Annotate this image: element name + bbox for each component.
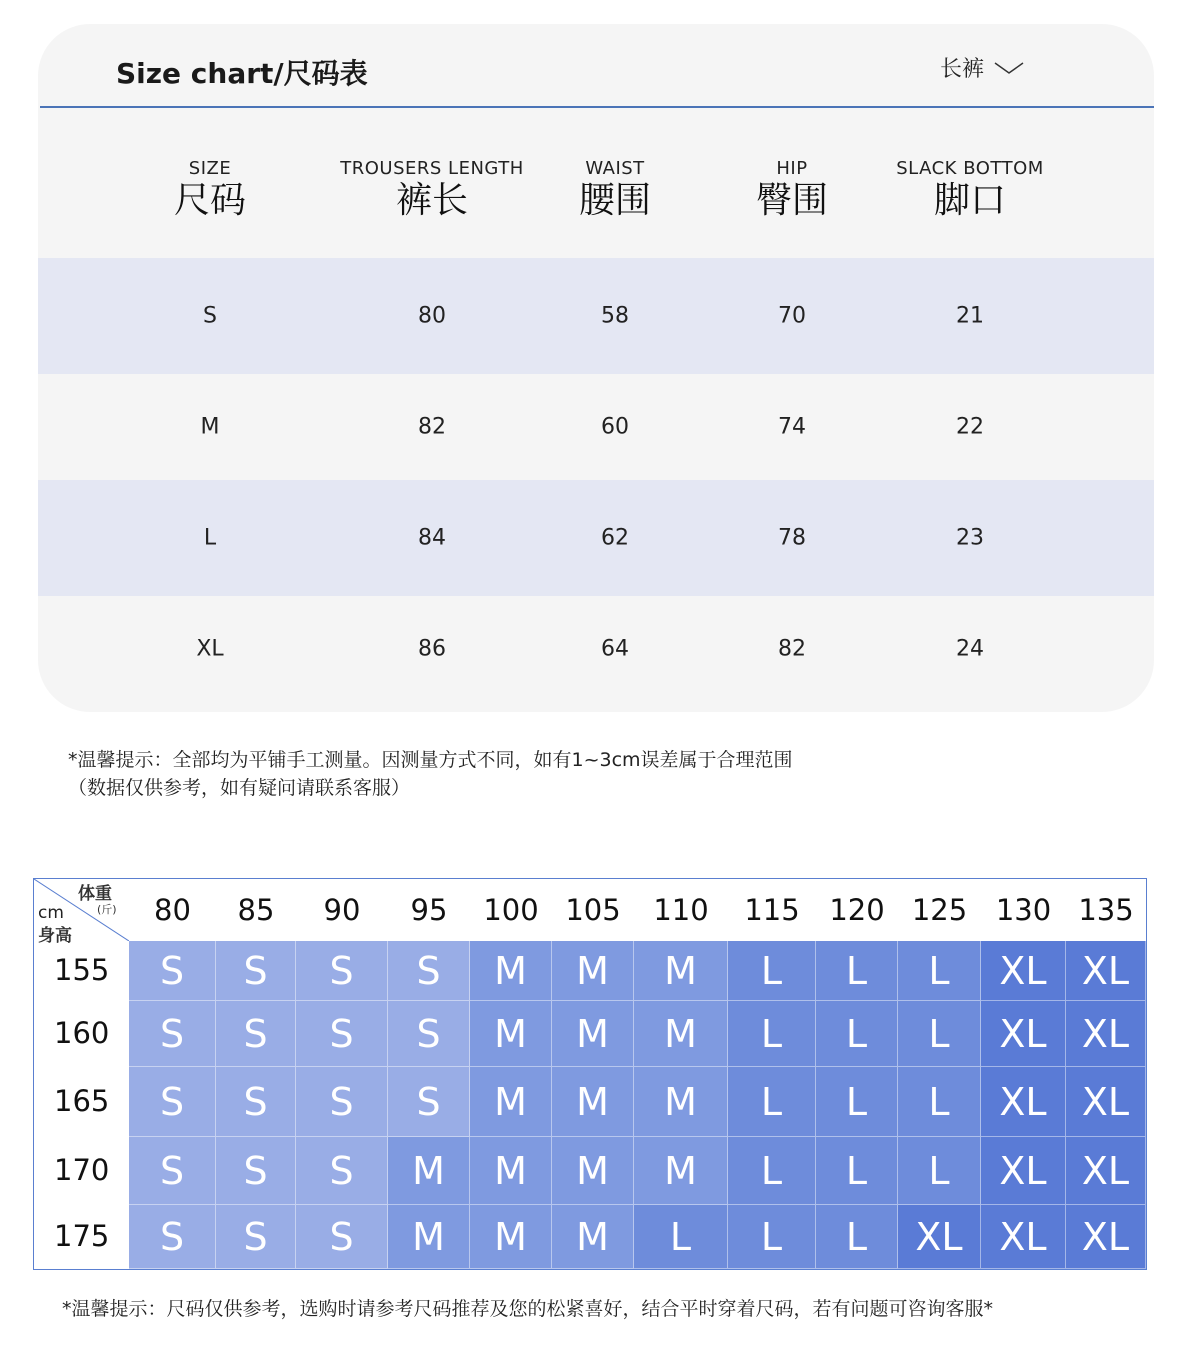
size-cell: L [728,1067,816,1137]
height-unit: cm [38,903,64,923]
header-zh: 臀围 [755,180,829,221]
size-chart-card [38,24,1154,712]
size-cell: M [634,1001,728,1067]
size-cell: XL [981,1067,1066,1137]
size-cell: S [216,1205,296,1269]
size-cell: L [816,1001,898,1067]
weight-header: 85 [237,893,275,927]
recommendation-note: *温馨提示：尺码仅供参考，选购时请参考尺码推荐及您的松紧喜好，结合平时穿着尺码，若有问题可咨询客服* [62,1298,994,1320]
size-cell: S [296,1137,388,1205]
header-zh: 腰围 [578,180,652,221]
table-row [38,258,1154,374]
cell-hip: 70 [778,303,806,329]
size-cell: M [470,1137,552,1205]
cell-size: L [203,525,217,551]
weight-header: 120 [829,893,885,927]
size-cell: S [296,1001,388,1067]
page-title: Size chart/尺码表 [116,57,368,90]
header-en: WAIST [585,158,645,179]
size-cell: M [388,1137,470,1205]
weight-header: 80 [154,893,191,927]
header-en: SLACK BOTTOM [896,158,1044,179]
header-zh: 裤长 [395,180,469,221]
size-cell: L [898,1001,981,1067]
header-waist [579,158,651,221]
size-cell: L [898,941,981,1001]
table-header [38,158,1154,268]
weight-header: 135 [1078,893,1134,927]
size-cell: S [296,1205,388,1269]
weight-unit: (斤) [97,903,117,916]
size-cell: M [552,1137,634,1205]
cell-hip: 78 [778,525,806,551]
size-cell: L [816,1137,898,1205]
size-cell: XL [1066,1205,1146,1269]
weight-header: 125 [911,893,968,927]
category-selector[interactable] [940,52,1024,83]
size-cell: XL [981,941,1066,1001]
size-cell: XL [981,1137,1066,1205]
size-cell: S [296,941,388,1001]
size-cell: XL [1066,1067,1146,1137]
size-cell: S [216,1137,296,1205]
size-cell: M [470,941,552,1001]
size-cell: S [129,1067,216,1137]
size-cell: M [634,1137,728,1205]
cell-waist: 60 [601,414,629,440]
size-cell: XL [1066,1001,1146,1067]
cell-hip: 82 [778,636,806,662]
table-row [38,374,1154,480]
size-cell: L [728,1001,816,1067]
weight-header: 110 [653,893,709,927]
chevron-down-icon [994,61,1024,75]
header-en: TROUSERS LENGTH [340,158,524,179]
size-cell: M [552,1067,634,1137]
weight-header: 105 [565,893,621,927]
size-cell: S [129,1137,216,1205]
cell-slack-bottom: 23 [956,525,984,551]
note-line: （数据仅供参考，如有疑问请联系客服） [68,777,411,799]
size-cell: M [552,941,634,1001]
header-hip [756,158,828,221]
cell-waist: 64 [601,636,629,662]
weight-header: 115 [744,893,800,927]
size-cell: M [552,1001,634,1067]
size-cell: XL [1066,941,1146,1001]
cell-size: S [203,303,217,329]
size-cell: L [898,1067,981,1137]
header-en: HIP [776,158,808,179]
size-cell: S [216,941,296,1001]
size-cell: L [728,1205,816,1269]
size-cell: S [388,941,470,1001]
cell-trousers-length: 82 [418,414,446,440]
header-slack-bottom [896,158,1044,221]
cell-trousers-length: 80 [418,303,446,329]
cell-waist: 58 [601,303,629,329]
size-cell: M [552,1205,634,1269]
table-row [38,480,1154,596]
weight-header: 130 [995,893,1052,927]
cell-size: M [200,414,220,440]
size-cell: XL [981,1001,1066,1067]
size-cell: L [728,941,816,1001]
size-cell: L [728,1137,816,1205]
size-cell: L [634,1205,728,1269]
height-header: 170 [54,1153,110,1187]
measurement-note [68,746,793,802]
size-cell: M [470,1205,552,1269]
size-cell: M [634,941,728,1001]
note-line: *温馨提示：全部均为平铺手工测量。因测量方式不同，如有1~3cm误差属于合理范围 [68,749,793,771]
size-recommendation-grid [33,878,1147,1270]
size-cell: S [216,1067,296,1137]
size-cell: L [816,1067,898,1137]
weight-header: 95 [410,893,448,927]
header-en: SIZE [188,158,232,179]
height-header: 155 [54,953,110,987]
cell-waist: 62 [601,525,629,551]
size-cell: S [216,1001,296,1067]
size-cell: S [129,1001,216,1067]
size-cell: M [634,1067,728,1137]
size-cell: S [388,1067,470,1137]
grid-corner [34,879,129,946]
size-cell: XL [1066,1137,1146,1205]
height-header: 165 [54,1084,110,1118]
height-label: 身高 [38,926,72,946]
header-size [174,158,246,221]
size-cell: L [898,1137,981,1205]
size-cell: M [388,1205,470,1269]
weight-header: 90 [323,893,361,927]
header-zh: 尺码 [173,180,247,221]
size-cell: L [816,1205,898,1269]
weight-header: 100 [483,893,539,927]
cell-slack-bottom: 21 [956,303,984,329]
cell-trousers-length: 84 [418,525,446,551]
size-cell: S [129,1205,216,1269]
size-cell: M [470,1001,552,1067]
cell-size: XL [196,636,224,662]
height-header: 160 [54,1016,110,1050]
size-cell: M [470,1067,552,1137]
cell-slack-bottom: 22 [956,414,984,440]
size-cell: L [816,941,898,1001]
size-cell: XL [981,1205,1066,1269]
header-trousers-length [340,158,524,221]
cell-slack-bottom: 24 [956,636,984,662]
cell-hip: 74 [778,414,806,440]
weight-label: 体重 [78,884,112,904]
cell-trousers-length: 86 [418,636,446,662]
size-cell: S [388,1001,470,1067]
title-divider [40,106,1154,108]
category-label: 长裤 [940,57,985,82]
table-row [38,596,1154,702]
size-cell: S [296,1067,388,1137]
height-header: 175 [54,1219,110,1253]
header-zh: 脚口 [933,180,1006,221]
size-cell: S [129,941,216,1001]
size-cell: XL [898,1205,981,1269]
